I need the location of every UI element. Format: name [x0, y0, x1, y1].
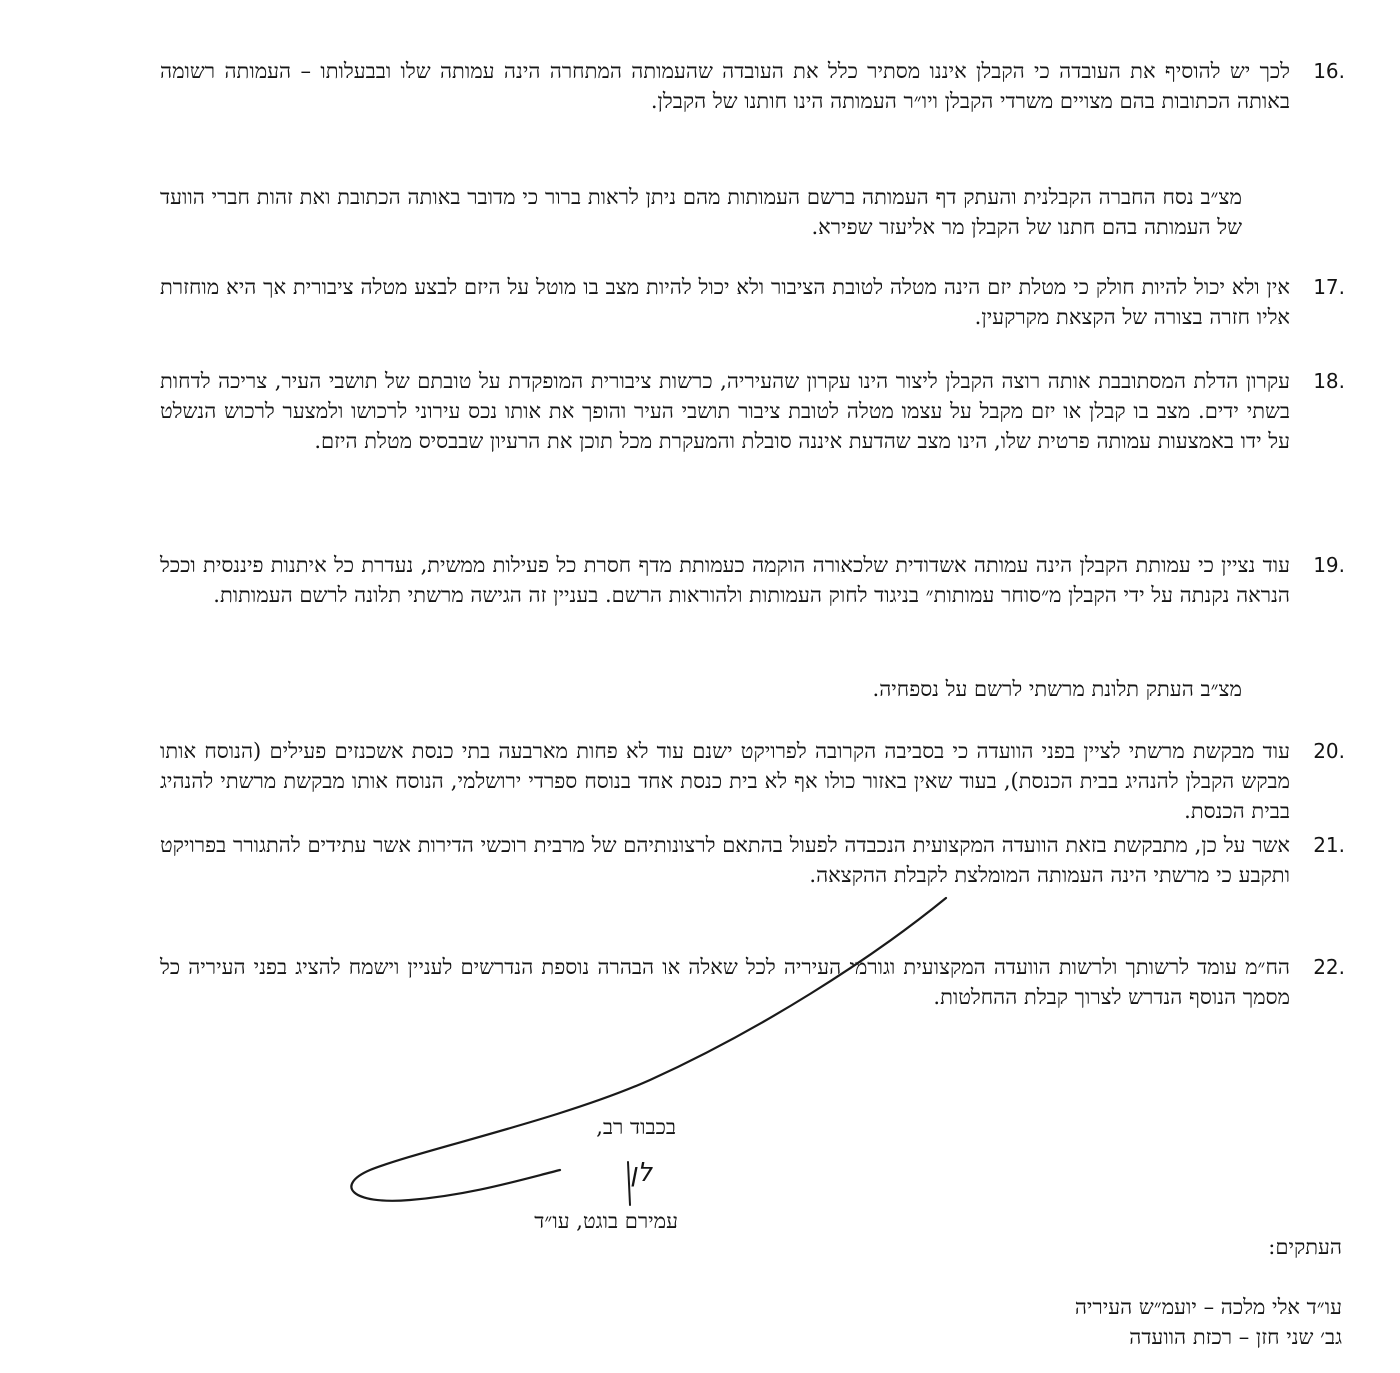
- paragraph-22: [160, 952, 1345, 1012]
- paragraph-text: לכך יש להוסיף את העובדה כי הקבלן איננו מסתיר כלל את העובדה שהעמותה המתחרה הינה עמותה שלו ובבעלותו – העמותה רשומה באותה הכתובות בהם מצויים משרדי הקבלן ויו״ר העמותה הינו חותנו של הקבלן.: [160, 59, 1290, 113]
- handwritten-initials: לן: [630, 1158, 652, 1188]
- paragraph-text: עקרון הדלת המסתובבת אותה רוצה הקבלן ליצור הינו עקרון שהעיריה, כרשות ציבורית המופקדת על טובתם של תושבי העיר, צריכה לדחות בשתי ידים. מצב בו קבלן או יזם מקבל על עצמו מטלה לטובת ציבור תושבי העיר והופך את אותו נכס עירוני לרכושו ולמצער לרכוש הנשלט על ידו באמצעות עמותה פרטית שלו, הינו מצב שהדעת איננה סובלת והמעקרת מכל תוכן את הרעיון שבבסיס מטלת היזם.: [160, 369, 1290, 453]
- paragraph-20: [160, 736, 1345, 826]
- copies-spacer: [842, 1262, 1342, 1292]
- paragraph-number: 19.: [1313, 553, 1345, 577]
- paragraph-19-attachment-note: [160, 674, 1242, 704]
- paragraph-16: [160, 56, 1345, 116]
- closing-greeting: בכבוד רב,: [596, 1115, 676, 1139]
- paragraph-number: 18.: [1313, 369, 1345, 393]
- copies-section: [842, 1232, 1342, 1352]
- paragraph-17: [160, 272, 1345, 332]
- paragraph-number: 17.: [1313, 275, 1345, 299]
- paragraph-21: [160, 830, 1345, 890]
- copies-line: גב׳ שני חזן – רכזת הוועדה: [1129, 1325, 1342, 1349]
- copies-heading: העתקים:: [1268, 1235, 1342, 1259]
- paragraph-number: 21.: [1313, 833, 1345, 857]
- paragraph-number: 22.: [1313, 955, 1345, 979]
- paragraph-text: הח״מ עומד לרשותך ולרשות הוועדה המקצועית וגורמי העיריה לכל שאלה או הבהרה נוספת הנדרשים לעניין וישמח להציג בפני העיריה כל מסמך הנוסף הנדרש לצרוך קבלת ההחלטות.: [160, 955, 1290, 1009]
- paragraph-text: אין ולא יכול להיות חולק כי מטלת יזם הינה מטלה לטובת הציבור ולא יכול להיות מצב בו מוטל על היזם לבצע מטלה ציבורית אך היא מוחזרת אליו חזרה בצורה של הקצאת מקרקעין.: [160, 275, 1290, 329]
- paragraph-text: אשר על כן, מתבקשת בזאת הוועדה המקצועית הנכבדה לפעול בהתאם לרצונותיהם של מרבית רוכשי הדירות אשר עתידים להתגורר בפרויקט ותקבע כי מרשתי הינה העמותה המומלצת לקבלת ההקצאה.: [160, 833, 1290, 887]
- signer-name: עמירם בוגט, עו״ד: [534, 1209, 678, 1233]
- paragraph-text: עוד מבקשת מרשתי לציין בפני הוועדה כי בסביבה הקרובה לפרויקט ישנם עוד לא פחות מארבעה בתי כנסת אשכנזים פעילים (הנוסח אותו מבקש הקבלן להנהיג בבית הכנסת), בעוד שאין באזור כולו אף לא בית כנסת אחד בנוסח ספרדי ירושלמי, הנוסח אותו מבקשת מרשתי להנהיג בבית הכנסת.: [160, 739, 1290, 823]
- paragraph-text: עוד נציין כי עמותת הקבלן הינה עמותה אשדודית שלכאורה הוקמה כעמותת מדף חסרת כל פעילות ממשית, נעדרת כל איתנות פיננסית וככל הנראה נקנתה על ידי הקבלן מ״סוחר עמותות״ בניגוד לחוק העמותות ולהוראות הרשם. בעניין זה הגישה מרשתי תלונה לרשם העמותות.: [160, 553, 1291, 607]
- paragraph-16-attachment-note: [160, 182, 1242, 242]
- paragraph-text: מצ״ב נסח החברה הקבלנית והעתק דף העמותה ברשם העמותות מהם ניתן לראות ברור כי מדובר באותה הכתובת ואת זהות חברי הוועד של העמותה בהם חתנו של הקבלן מר אליעזר שפירא.: [160, 185, 1242, 239]
- copies-line: עו״ד אלי מלכה – יועמ״ש העיריה: [1074, 1295, 1342, 1319]
- paragraph-text: מצ״ב העתק תלונת מרשתי לרשם על נספחיה.: [872, 677, 1242, 701]
- paragraph-number: 16.: [1313, 59, 1345, 83]
- paragraph-19: [160, 550, 1345, 610]
- paragraph-18: [160, 366, 1345, 456]
- paragraph-number: 20.: [1313, 739, 1345, 763]
